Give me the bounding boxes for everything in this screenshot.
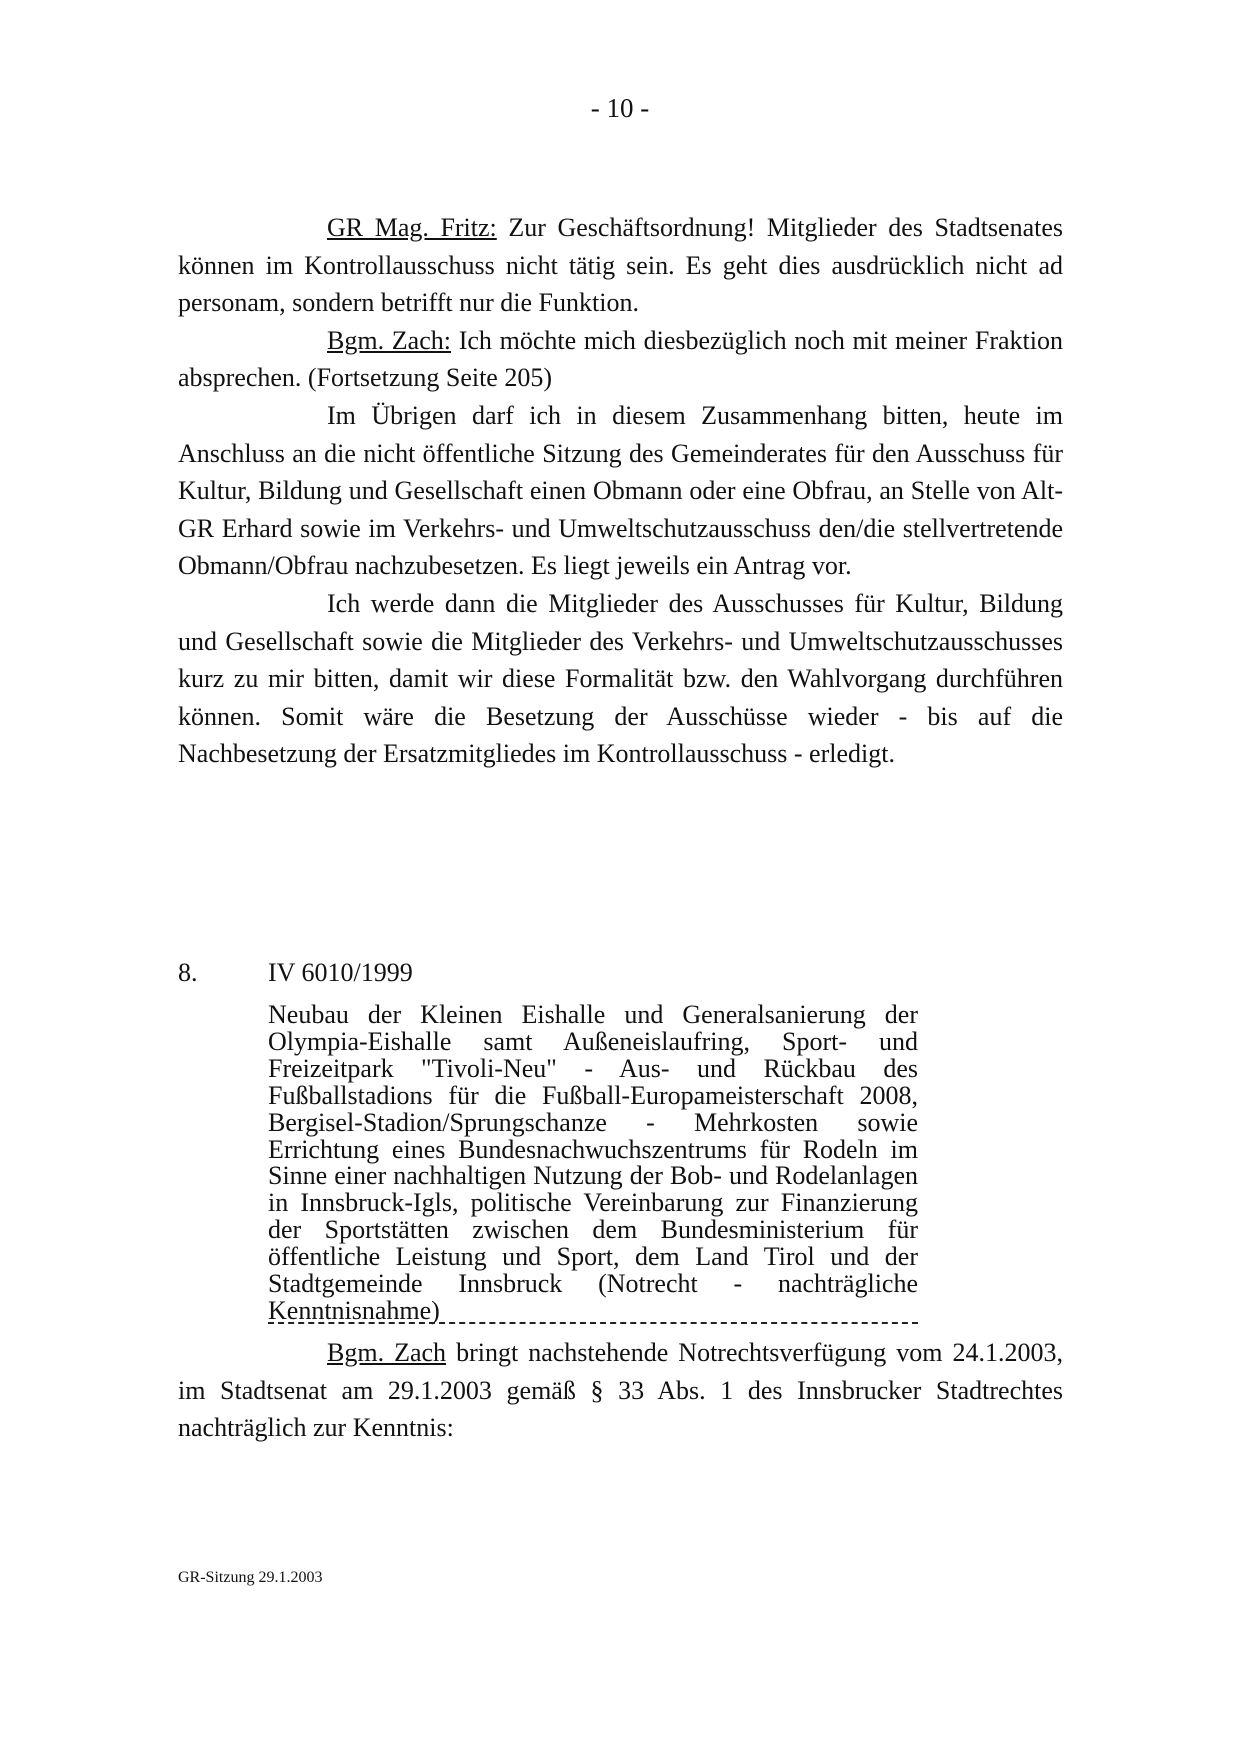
agenda-item-number: 8. (178, 958, 198, 987)
page-number: - 10 - (590, 93, 650, 123)
minutes-section (178, 209, 1063, 773)
notrecht-section (178, 1334, 1063, 1447)
paragraph-election-procedure: Ich werde dann die Mitglieder des Ausschusses für Kultur, Bildung und Gesellschaft sowie die Mitglieder des Verkehrs- und Umweltschutzausschusses kurz zu mir bitten, damit wir diese Formalität bzw. den Wahlvorgang durchführen können. Somit wäre die Besetzung der Ausschüsse wieder - bis auf die Nachbesetzung der Ersatzmitgliedes im Kontrollausschuss - erledigt. (178, 588, 1063, 769)
agenda-item-reference: IV 6010/1999 (268, 958, 413, 987)
paragraph-notrecht (178, 1334, 1063, 1447)
speaker-name-zach: Bgm. Zach: (327, 325, 451, 355)
speaker-name-fritz: GR Mag. Fritz: (327, 213, 497, 242)
paragraph-fritz (178, 209, 1063, 322)
paragraph-zach-reply (178, 322, 1063, 397)
footer-session-date: GR-Sitzung 29.1.2003 (178, 1569, 323, 1586)
dashed-divider (268, 1322, 918, 1324)
paragraph-fritz-text: Zur Geschäftsordnung! Mitglieder des Stadtsenates können im Kontrollausschuss nicht tätig sein. Es geht dies ausdrücklich nicht ad personam, sondern betrifft nur die Funktion. (178, 213, 1064, 318)
speaker-name-zach-item: Bgm. Zach (327, 1338, 447, 1367)
paragraph-committee-request: Im Übrigen darf ich in diesem Zusammenhang bitten, heute im Anschluss an die nicht öffentliche Sitzung des Gemeinderates für den Ausschuss für Kultur, Bildung und Gesellschaft einen Obmann oder eine Obfrau, an Stelle von Alt-GR Erhard sowie im Verkehrs- und Umweltschutzausschuss den/die stellvertretende Obmann/Obfrau nachzubesetzen. Es liegt jeweils ein Antrag vor. (178, 400, 1063, 581)
paragraph-notrecht-text: bringt nachstehende Notrechtsverfügung vom 24.1.2003, im Stadtsenat am 29.1.2003 gemäß § 33 Abs. 1 des Innsbrucker Stadtrechtes nachträglich zur Kenntnis: (178, 1338, 1064, 1443)
agenda-item-description: Neubau der Kleinen Eishalle und Generalsanierung der Olympia-Eishalle samt Außeneislaufring, Sport- und Freizeitpark "Tivoli-Neu" - Aus- und Rückbau des Fußballstadions für die Fußball-Europameisterschaft 2008, Bergisel-Stadion/Sprungschanze - Mehrkosten sowie Errichtung eines Bundesnachwuchszentrums für Rodeln im Sinne einer nachhaltigen Nutzung der Bob- und Rodelanlagen in Innsbruck-Igls, politische Vereinbarung zur Finanzierung der Sportstätten zwischen dem Bundesministerium für öffentliche Leistung und Sport, dem Land Tirol und der Stadtgemeinde Innsbruck (Notrecht - nachträgliche Kenntnisnahme) (268, 1000, 918, 1325)
paragraph-zach-reply-text: Ich möchte mich diesbezüglich noch mit meiner Fraktion absprechen. (Fortsetzung Seite 205) (178, 325, 1063, 393)
